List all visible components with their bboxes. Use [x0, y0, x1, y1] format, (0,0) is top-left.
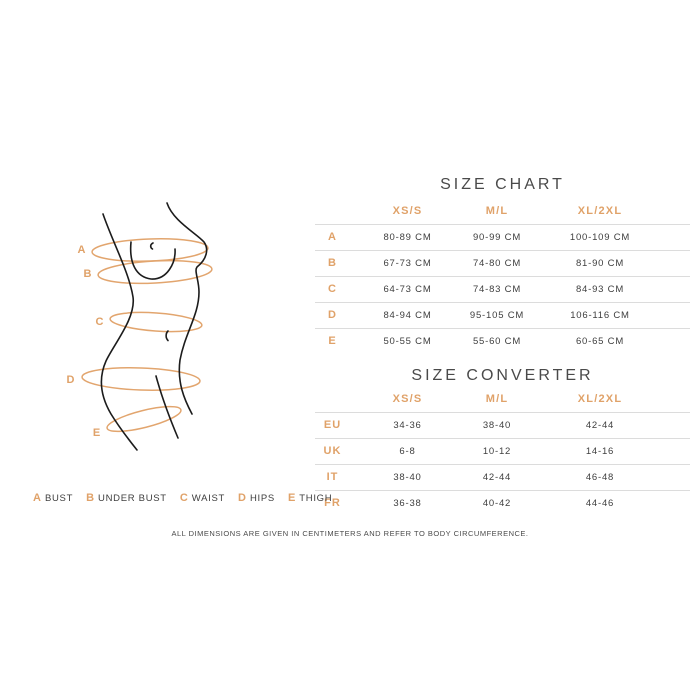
hips-ellipse	[82, 366, 201, 392]
row-label: UK	[323, 445, 342, 457]
cell-value: 42-44	[585, 420, 615, 431]
column-header-xs-s: XS/S	[392, 205, 423, 217]
row-label: IT	[326, 471, 339, 483]
size-chart-header-row	[315, 199, 690, 225]
legend-key: D	[238, 492, 246, 504]
table-row	[315, 251, 690, 277]
cell-value: 80-89 CM	[383, 232, 432, 243]
cell-value: 67-73 CM	[383, 258, 432, 269]
table-row	[315, 303, 690, 329]
cell-value: 84-93 CM	[575, 284, 625, 295]
legend-key: C	[179, 492, 188, 504]
row-label: EU	[323, 419, 342, 431]
legend-item-thigh	[288, 492, 332, 504]
column-header-m-l: M/L	[485, 205, 509, 217]
column-header-xl-2xl: XL/2XL	[577, 205, 623, 217]
cell-value: 100-109 CM	[569, 232, 631, 243]
thigh-ellipse	[105, 402, 183, 437]
figure-marker-d: D	[66, 374, 76, 386]
cell-value: 44-46	[585, 498, 615, 509]
body-measurement-diagram	[55, 190, 280, 470]
cell-value: 40-42	[482, 498, 512, 509]
column-header-xl-2xl: XL/2XL	[577, 393, 623, 405]
cell-value: 10-12	[482, 446, 512, 457]
legend-item-waist	[180, 492, 225, 504]
size-converter-header-row	[315, 387, 690, 413]
cell-value: 14-16	[585, 446, 615, 457]
legend-item-bust	[33, 492, 73, 504]
legend-label: THIGH	[299, 493, 333, 504]
cell-value: 60-65 CM	[575, 336, 625, 347]
row-label: E	[328, 335, 337, 347]
body-back-line	[101, 214, 137, 450]
table-row	[315, 329, 690, 354]
legend-key: A	[33, 492, 41, 504]
cell-value: 38-40	[393, 472, 422, 483]
cell-value: 90-99 CM	[472, 232, 522, 243]
cell-value: 84-94 CM	[383, 310, 432, 321]
legend-item-under-bust	[86, 492, 167, 504]
cell-value: 106-116 CM	[570, 310, 630, 321]
cell-value: 46-48	[585, 472, 615, 483]
cell-value: 36-38	[393, 498, 422, 509]
figure-marker-e: E	[92, 427, 102, 439]
cell-value: 42-44	[482, 472, 512, 483]
legend-label: WAIST	[191, 493, 225, 504]
column-header-xs-s: XS/S	[392, 393, 423, 405]
legend-label: BUST	[44, 493, 74, 504]
cell-value: 38-40	[482, 420, 512, 431]
size-converter-table	[315, 387, 690, 516]
cell-value: 74-83 CM	[472, 284, 522, 295]
table-row	[315, 491, 690, 516]
cell-value: 50-55 CM	[383, 336, 432, 347]
cell-value: 95-105 CM	[469, 310, 525, 321]
row-label: A	[328, 231, 337, 243]
legend-key: E	[287, 492, 296, 504]
row-label: FR	[324, 497, 341, 509]
table-row	[315, 413, 690, 439]
body-front-line	[167, 203, 207, 414]
figure-marker-b: B	[83, 268, 93, 280]
cell-value: 55-60 CM	[472, 336, 522, 347]
cell-value: 6-8	[399, 446, 416, 457]
row-label: D	[328, 309, 337, 321]
figure-marker-a: A	[77, 244, 87, 256]
cell-value: 74-80 CM	[472, 258, 522, 269]
legend-item-hips	[238, 492, 275, 504]
navel-mark	[166, 331, 168, 341]
size-chart-table	[315, 199, 690, 354]
row-label: C	[328, 283, 337, 295]
legend-label: HIPS	[249, 493, 275, 504]
dimensions-footnote: ALL DIMENSIONS ARE GIVEN IN CENTIMETERS AND REFER TO BODY CIRCUMFERENCE.	[171, 529, 529, 538]
cell-value: 81-90 CM	[575, 258, 625, 269]
size-converter-title: SIZE CONVERTER	[411, 367, 594, 384]
legend-label: UNDER BUST	[98, 493, 167, 504]
cell-value: 34-36	[393, 420, 422, 431]
legend-key: B	[86, 492, 95, 504]
table-row	[315, 225, 690, 251]
bust-ellipse	[92, 237, 209, 263]
measurement-legend	[33, 492, 332, 504]
under-bust-ellipse	[98, 258, 213, 286]
cell-value: 64-73 CM	[383, 284, 432, 295]
nipple-mark	[151, 243, 153, 249]
figure-marker-c: C	[95, 316, 105, 328]
column-header-m-l: M/L	[485, 393, 509, 405]
table-row	[315, 277, 690, 303]
row-label: B	[328, 257, 337, 269]
table-row	[315, 465, 690, 491]
table-row	[315, 439, 690, 465]
size-chart-title: SIZE CHART	[440, 176, 565, 193]
